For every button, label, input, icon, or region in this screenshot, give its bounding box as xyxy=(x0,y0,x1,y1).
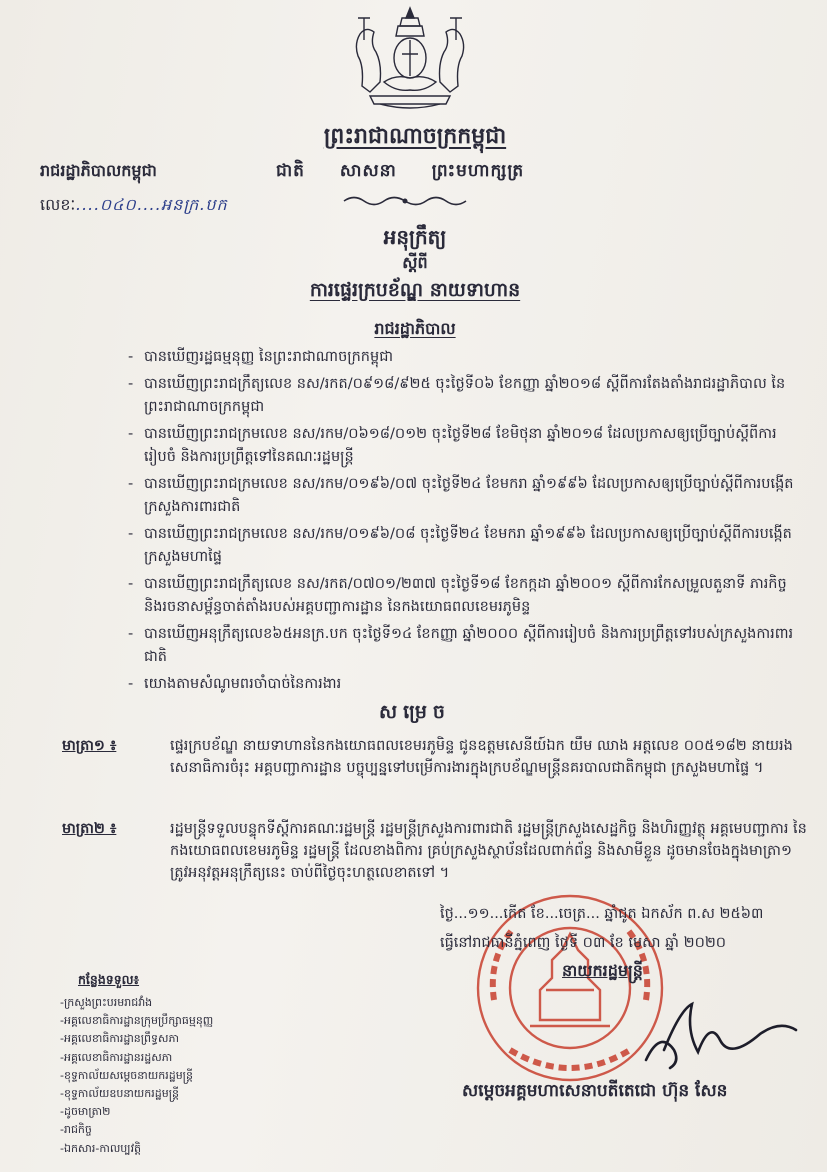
clause-item: - បានឃើញព្រះរាជក្រមលេខ នស/រកម/០៦១៨/០១២ ចុះថ្ងៃទី២៨ ខែមិថុនា ឆ្នាំ២០១៨ ដែលប្រកាសឲ្យប្រើច្បាប់ស្តីពីការរៀបចំ និងការប្រព្រឹត្តទៅនៃគណៈរដ្ឋមន្ត្រី xyxy=(128,423,808,469)
clause-item: - បានឃើញព្រះរាជក្រមលេខ នស/រកម/០១៩៦/០៨ ចុះថ្ងៃទី២៤ ខែមករា ឆ្នាំ១៩៩៦ ដែលប្រកាសឲ្យប្រើច្បាប់ស្តីពីការបង្កើតក្រសួងមហាផ្ទៃ xyxy=(128,523,808,569)
recipient-item: -អគ្គលេខាធិការដ្ឋានរដ្ឋសភា xyxy=(60,1050,173,1064)
article-2-label: មាត្រា២ ៖ xyxy=(62,821,117,837)
divider-ornament-icon xyxy=(340,192,470,210)
lunar-date: ថ្ងៃ...១១...កើត ខែ...ចេត្រ... ឆ្នាំជូត ឯកស័ក ព.ស ២៥៦៣ xyxy=(440,906,764,922)
issuer-heading: រាជរដ្ឋាភិបាល xyxy=(374,319,456,338)
recipient-item: -អគ្គលេខាធិការដ្ឋានព្រឹទ្ធសភា xyxy=(60,1032,179,1046)
document-subject: ការផ្ទេរក្របខ័ណ្ឌ នាយទាហាន xyxy=(309,279,521,301)
recipient-item: -ខុទ្ទកាល័យឧបនាយករដ្ឋមន្ត្រី xyxy=(60,1087,179,1101)
recipient-item: -អគ្គលេខាធិការដ្ឋានក្រុមប្រឹក្សាធម្មនុញ្ញ xyxy=(60,1014,214,1028)
government-label: រាជរដ្ឋាភិបាលកម្ពុជា xyxy=(40,161,157,180)
reference-label: លេខៈ xyxy=(40,195,76,214)
recipient-item: -ឯកសារ-កាលប្បវត្តិ xyxy=(60,1141,142,1155)
recipient-item: -ខុទ្ទកាល័យសម្តេចនាយករដ្ឋមន្ត្រី xyxy=(60,1068,193,1082)
article-1 xyxy=(62,735,812,779)
signatory-title: នាយករដ្ឋមន្ត្រី xyxy=(562,961,643,980)
signatory-name: សម្តេចអគ្គមហាសេនាបតីតេជោ ហ៊ុន សែន xyxy=(462,1081,728,1101)
clause-item: - បានឃើញព្រះរាជក្រឹត្យលេខ នស/រកត/០៧០១/២៣៧ ចុះថ្ងៃទី១៨ ខែកក្កដា ឆ្នាំ២០០១ ស្តីពីការកែសម្រួលតួនាទី ភារកិច្ច និងរចនាសម្ព័ន្ធចាត់តាំងរបស់អគ្គបញ្ជាការដ្ឋាន នៃកងយោធពលខេមរភូមិន្ទ xyxy=(128,573,808,619)
article-2-text: រដ្ឋមន្ត្រីទទួលបន្ទុកទីស្តីការគណៈរដ្ឋមន្ត្រី រដ្ឋមន្ត្រីក្រសួងការពារជាតិ រដ្ឋមន្ត្រីក្រសួងសេដ្ឋកិច្ច និងហិរញ្ញវត្ថុ អគ្គមេបញ្ជាការ នៃកងយោធពលខេមរភូមិន្ទ រដ្ឋមន្ត្រី ដែលខាងពិការ គ្រប់ក្រសួងស្ថាប័នដែលពាក់ព័ន្ធ និងសាមីខ្លួន ដូចមានចែងក្នុងមាត្រា១ ត្រូវអនុវត្តអនុក្រឹត្យនេះ ចាប់ពីថ្ងៃចុះហត្ថលេខាតទៅ ។ xyxy=(170,821,807,881)
document-type: អនុក្រឹត្យ xyxy=(383,225,447,249)
article-1-label: មាត្រា១ ៖ xyxy=(62,738,117,754)
clause-item: - យោងតាមសំណូមពរចាំបាច់នៃការងារ xyxy=(128,673,808,696)
article-1-text: ផ្ទេរក្របខ័ណ្ឌ នាយទាហាននៃកងយោធពលខេមរភូមិន្ទ ជូនឧត្តមសេនីយ៍ឯក យឹម ឈាង អត្តលេខ ០០៥១៨២ នាយរងសេនាធិការចំរុះ អគ្គបញ្ជាការដ្ឋាន បច្ចុប្បន្នទៅបម្រើការងារក្នុងក្របខ័ណ្ឌមន្ត្រីនគរបាលជាតិកម្ពុជា ក្រសួងមហាផ្ទៃ ។ xyxy=(170,738,793,776)
reference-value: ....០៤០....អនក្រ.បក xyxy=(75,195,228,214)
concerning-label: ស្តីពី xyxy=(402,253,428,272)
royal-crest-icon xyxy=(340,4,480,114)
reference-number xyxy=(40,194,228,218)
recipients-list xyxy=(60,994,213,1158)
clause-item: - បានឃើញរដ្ឋធម្មនុញ្ញ នៃព្រះរាជាណាចក្រកម្ពុជា xyxy=(128,346,808,369)
clause-item: - បានឃើញព្រះរាជក្រឹត្យលេខ នស/រកត/០៩១៨/៩២៥ ចុះថ្ងៃទី០៦ ខែកញ្ញា ឆ្នាំ២០១៨ ស្តីពីការតែងតាំងរាជរដ្ឋាភិបាល នៃព្រះរាជាណាចក្រកម្ពុជា xyxy=(128,373,808,419)
recipient-item: -ក្រសួងព្រះបរមរាជវាំង xyxy=(60,996,153,1009)
national-motto xyxy=(276,160,552,185)
motto-religion: សាសនា xyxy=(339,161,397,181)
kingdom-title: ព្រះរាជាណាចក្រកម្ពុជា xyxy=(323,124,507,149)
decision-heading: សម្រេច xyxy=(379,701,451,723)
clause-item: - បានឃើញព្រះរាជក្រមលេខ នស/រកម/០១៩៦/០៧ ចុះថ្ងៃទី២៤ ខែមករា ឆ្នាំ១៩៩៦ ដែលប្រកាសឲ្យប្រើច្បាប់ស្តីពីការបង្កើតក្រសួងការពារជាតិ xyxy=(128,473,808,519)
motto-nation: ជាតិ xyxy=(276,161,305,181)
clause-item: - បានឃើញអនុក្រឹត្យលេខ៦៥អនក្រ.បក ចុះថ្ងៃទី១៤ ខែកញ្ញា ឆ្នាំ២០០០ ស្តីពីការរៀបចំ និងការប្រព្រឹត្តទៅរបស់ក្រសួងការពារជាតិ xyxy=(128,623,808,669)
recipients-heading: កន្លែងទទួល៖ xyxy=(78,972,140,987)
preamble-clauses xyxy=(128,346,808,700)
recipient-item: -រាជកិច្ច xyxy=(60,1123,92,1137)
article-2 xyxy=(62,818,812,884)
motto-king: ព្រះមហាក្សត្រ xyxy=(431,161,525,181)
solar-date: ធ្វើនៅរាជធានីភ្នំពេញ ថ្ងៃទី ០៣ ខែ មេសា ឆ្នាំ ២០២០ xyxy=(440,935,727,951)
recipient-item: -ដូចមាត្រា២ xyxy=(60,1105,111,1119)
handwritten-signature xyxy=(640,990,800,1080)
